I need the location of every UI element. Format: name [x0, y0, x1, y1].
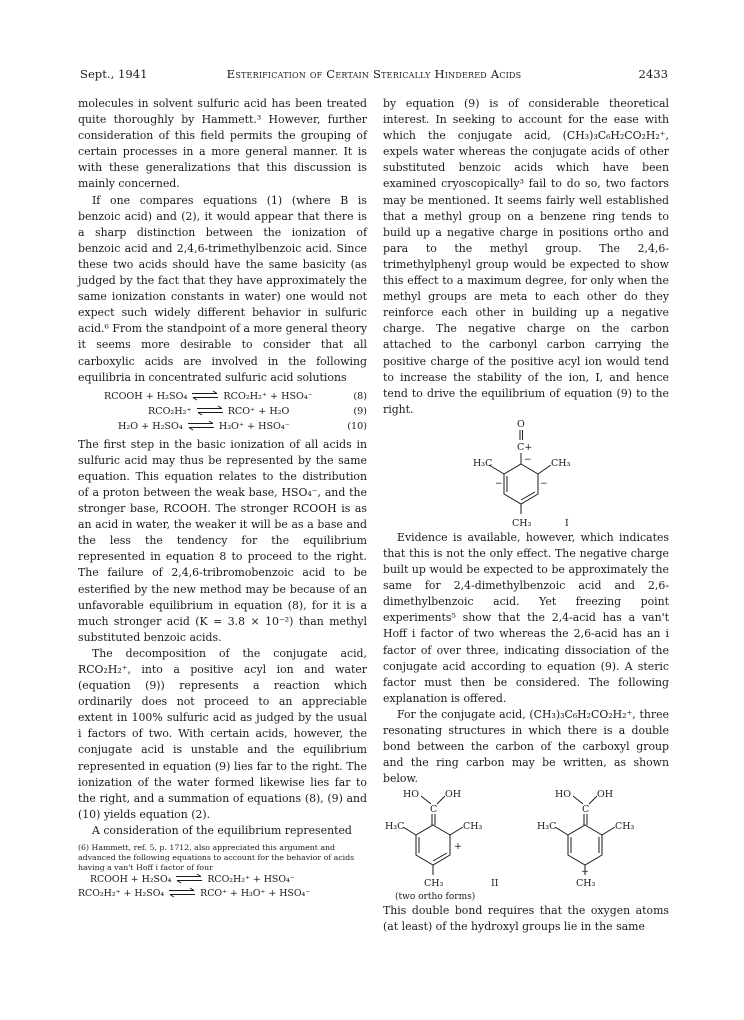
equation-9: [78, 404, 367, 419]
struct3-left-methyl: H₃C: [537, 821, 557, 833]
right-column: [383, 96, 669, 936]
struct2-right-methyl: CH₃: [463, 821, 483, 833]
struct1-right-methyl: CH₃: [551, 457, 571, 469]
struct3-ho: HO: [555, 789, 572, 801]
resonance-structures-diagram: [383, 787, 669, 903]
struct2-oh: OH: [445, 789, 462, 801]
eq8-lhs: RCOOH + H₂SO₄: [104, 390, 188, 402]
paragraph: This double bond requires that the oxygen atoms (at least) of the hydroxyl groups lie in the same: [383, 904, 669, 934]
struct2-caption: (two ortho forms): [395, 892, 476, 903]
struct3-plus: +: [581, 866, 589, 878]
equilibria-block: [78, 389, 367, 434]
acyl-ion-structure-diagram: [383, 418, 669, 530]
fn-eq1-lhs: RCOOH + H₂SO₄: [90, 874, 172, 886]
structure-i: [383, 418, 669, 530]
struct1-label: I: [565, 517, 569, 529]
left-column: [78, 96, 367, 901]
svg-text:−: −: [540, 478, 548, 489]
paragraph: molecules in solvent sulfuric acid has been treated quite thoroughly by Hammett.³ However, further consideration of this field permits the grouping of certain processes in a more general manner. It is with these generalizations that this discussion is mainly concerned.: [78, 97, 367, 191]
struct2-label: II: [491, 878, 499, 890]
paragraph: The decomposition of the conjugate acid, RCO₂H₂⁺, into a positive acyl ion and water (equation (9)) represents a reaction which ordinarily does not proceed to an appreciable extent in 100% sulfuric acid as judged by the usual i factors of two. With certain acids, however, the conjugate acid is unstable and the equilibrium represented in equation (9) lies far to the right. The ionization of the water formed likewise lies far to the right, and a summation of equations (8), (9) and (10) yields equation (2).: [78, 646, 367, 821]
struct2-bottom-methyl: CH₃: [424, 878, 444, 890]
equation-10: [78, 419, 367, 434]
structures-ii: [383, 787, 669, 903]
struct2-plus: +: [454, 841, 462, 853]
struct3-carbon: C: [582, 804, 590, 816]
header-date: Sept., 1941: [80, 67, 148, 81]
struct2-ho: HO: [403, 789, 420, 801]
struct2-carbon: C: [430, 804, 438, 816]
equilibrium-arrow-icon: [190, 390, 220, 401]
struct1-minus: −: [524, 454, 532, 465]
fn-eq2-rhs: RCO⁺ + H₃O⁺ + HSO₄⁻: [200, 888, 311, 900]
footnote-equation-1: [78, 873, 367, 887]
fn-eq2-lhs: RCO₂H₂⁺ + H₂SO₄: [78, 888, 165, 900]
eq9-number: (9): [353, 405, 367, 417]
svg-text:−: −: [495, 478, 503, 489]
struct3-bottom-methyl: CH₃: [576, 878, 596, 890]
equilibrium-arrow-icon: [186, 420, 216, 431]
fn-eq1-rhs: RCO₂H₂⁺ + HSO₄⁻: [207, 874, 295, 886]
equilibrium-arrow-icon: [174, 873, 204, 884]
footnote: (6) Hammett, ref. 5, p. 1712, also appreciated this argument and advanced the following equations to account for the behavior of acids having a van't Hoff i factor of four: [78, 843, 355, 873]
eq10-rhs: H₃O⁺ + HSO₄⁻: [218, 420, 290, 432]
eq8-number: (8): [353, 390, 367, 402]
footnote-equation-2: [78, 887, 367, 901]
paragraph: A consideration of the equilibrium represented: [92, 823, 352, 837]
paragraph: The first step in the basic ionization of all acids in sulfuric acid may thus be represented by the same equation. This equation relates to the distribution of a proton between the weak base, HSO₄⁻, and the stronger base, RCOOH. The stronger RCOOH is as an acid in water, the weaker it will be as a base and the less the tendency for the equilibrium represented in equation 8 to proceed to the right. The failure of 2,4,6-tribromobenzoic acid to be esterified by the new method may be because of an unfavorable equilibrium in equation (8), for it is a much stronger acid (K = 3.8 × 10⁻²) than methyl substituted benzoic acids.: [78, 437, 367, 644]
struct1-bottom-methyl: CH₃: [512, 517, 532, 529]
eq10-lhs: H₂O + H₂SO₄: [118, 420, 183, 432]
paragraph: by equation (9) is of considerable theoretical interest. In seeking to account for the ease with which the conjugate acid, (CH₃)₃C₆H₂CO₂H₂⁺, expels water whereas the conjugate acids of other substituted benzoic acids which have been examined cryoscopically³ fail to do so, two factors may be mentioned. It seems fairly well established that a methyl group on a benzene ring tends to build up a negative charge in positions ortho and para to the methyl group. The 2,4,6-trimethylphenyl group would be expected to show this effect to a maximum degree, for only when the methyl groups are meta to each other do they reinforce each other in building up a negative charge. The negative charge on the carbon attached to the carbonyl carbon carrying the positive charge of the positive acyl ion would tend to increase the stability of the ion, I, and hence tend to drive the equilibrium of equation (9) to the right.: [383, 97, 669, 416]
struct1-carbon-plus: C+: [517, 441, 533, 453]
eq8-rhs: RCO₂H₂⁺ + HSO₄⁻: [223, 390, 313, 402]
equilibrium-arrow-icon: [195, 405, 225, 416]
struct3-right-methyl: CH₃: [615, 821, 635, 833]
eq10-number: (10): [347, 420, 367, 432]
paragraph: Evidence is available, however, which indicates that this is not the only effect. The negative charge built up would be expected to be approximately the same for 2,4-dimethylbenzoic acid and 2,6-dimethylbenzoic acid. Yet freezing point experiments⁵ show that the 2,4-acid has a van't Hoff i factor of two whereas the 2,6-acid has an i factor of over three, indicating dissociation of the conjugate acid according to equation (9). A steric factor must then be considered. The following explanation is offered.: [383, 530, 669, 705]
eq9-lhs: RCO₂H₂⁺: [148, 405, 192, 417]
header-title: Esterification of Certain Sterically Hindered Acids: [226, 67, 522, 81]
eq9-rhs: RCO⁺ + H₂O: [227, 405, 290, 417]
struct2-left-methyl: H₃C: [385, 821, 405, 833]
struct3-oh: OH: [597, 789, 614, 801]
struct1-left-methyl: H₃C: [473, 457, 493, 469]
running-header: [80, 67, 668, 83]
equation-8: [78, 389, 367, 404]
paragraph: For the conjugate acid, (CH₃)₃C₆H₂CO₂H₂⁺, three resonating structures in which there is a double bond between the carbon of the carboxyl group and the ring carbon may be written, as shown below.: [383, 707, 669, 786]
struct1-oxygen: O: [517, 418, 525, 430]
page-number: 2433: [638, 67, 668, 81]
paragraph: If one compares equations (1) (where B is benzoic acid) and (2), it would appear that there is a sharp distinction between the ionization of benzoic acid and 2,4,6-trimethylbenzoic acid. Since these two acids should have the same basicity (as judged by the fact that they have approximately the same ionization constants in water) one would not expect such widely different behavior in sulfuric acid.⁶ From the standpoint of a more general theory it seems more desirable to consider that all carboxylic acids are involved in the following equilibria in concentrated sulfuric acid solutions: [78, 193, 367, 384]
equilibrium-arrow-icon: [167, 887, 197, 898]
